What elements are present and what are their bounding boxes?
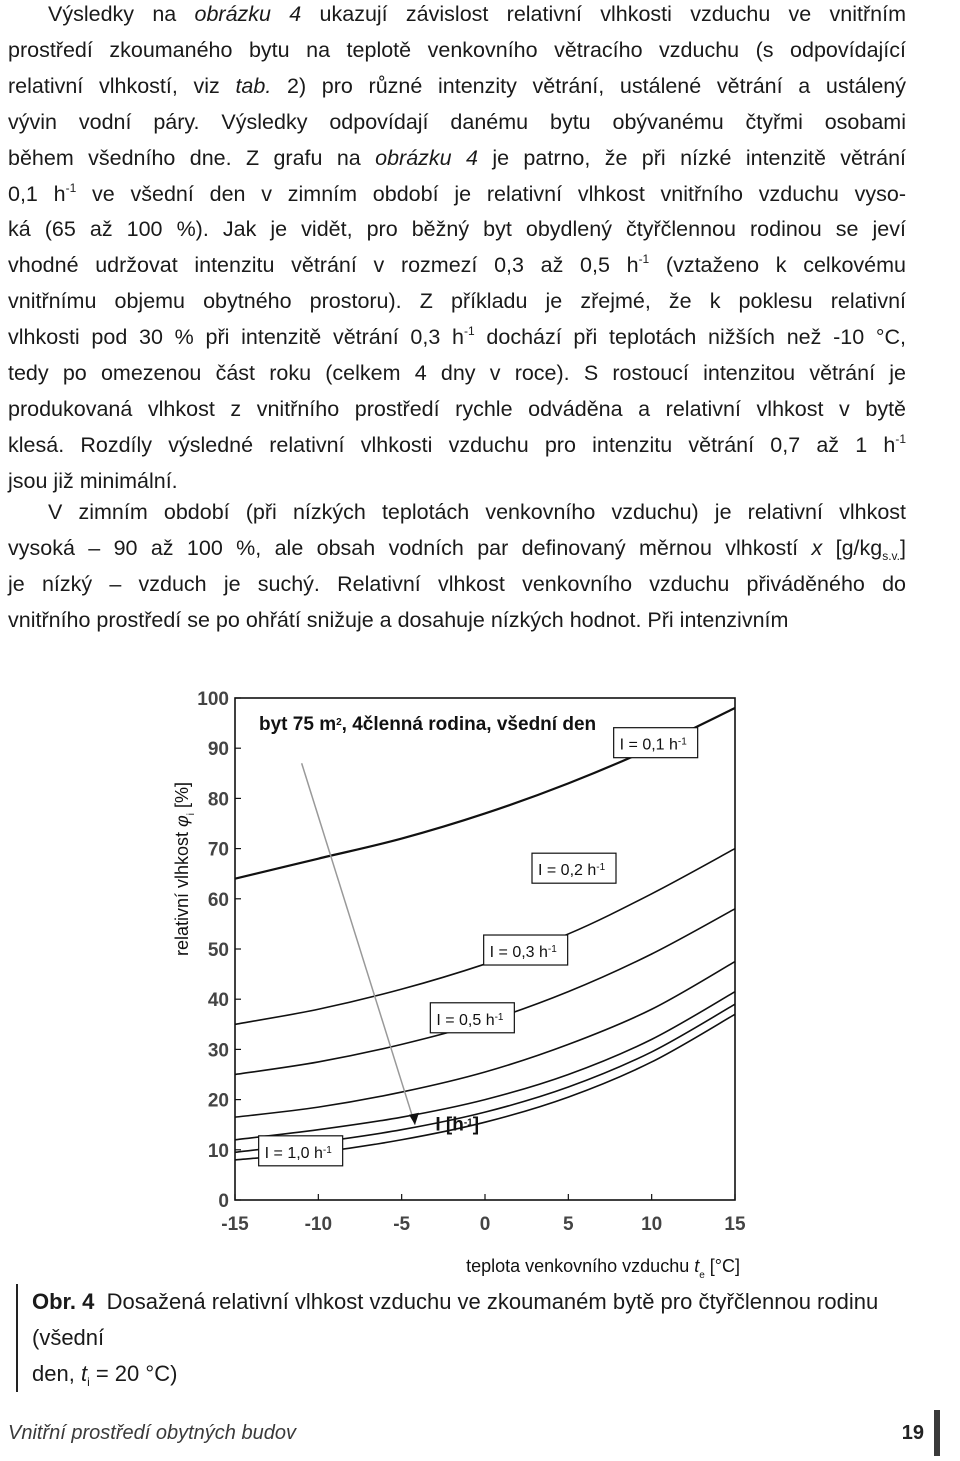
- text-line: ká (65 až 100 %). Jak je vidět, pro běžný byt obydlený čtyřčlennou rodinou se jeví: [8, 217, 906, 242]
- caption-line-1: [32, 1284, 932, 1356]
- y-tick-label: 50: [207, 940, 229, 961]
- caption-prefix: Obr. 4: [32, 1289, 95, 1314]
- chart-svg: [160, 680, 760, 1280]
- text-line: vývin vodní páry. Výsledky odpovídají danému bytu obývanému čtyřmi osobami: [8, 109, 906, 134]
- text-line: produkovaná vlhkost z vnitřního prostředí rychle odváděna a relativní vlhkost v bytě: [8, 396, 906, 421]
- y-tick-label: 100: [197, 689, 229, 710]
- footer-title: Vnitřní prostředí obytných budov: [8, 1422, 296, 1444]
- text-line: vysoká – 90 až 100 %, ale obsah vodních par definovaný měrnou vlhkostí x $[g/kg_{s.v.}]$: [8, 535, 906, 563]
- text-line: 0,1 $h^{-1}$ ve všední den v zimním období je relativní vlhkost vnitřního vzduchu vyso-: [8, 180, 906, 206]
- y-tick-label: 10: [207, 1140, 229, 1162]
- arrow-head: [409, 1113, 419, 1125]
- footer-bar: [934, 1410, 940, 1456]
- y-tick-label: 80: [207, 789, 229, 811]
- caption-line-2: den, $t_i = 20$ °C): [32, 1361, 178, 1389]
- text-line: vlhkosti pod 30 % při intenzitě větrání 0,3 $h^{-1}$ dochází při teplotách nižších než -10 °C,: [8, 324, 906, 350]
- series-line-3: [235, 962, 735, 1118]
- series-label: I = 0,5 $h^{-1}$: [436, 1011, 504, 1029]
- x-axis-label: teplota venkovního vzduchu $t_e$ [°C]: [466, 1256, 740, 1280]
- text-line: je nízký – vzduch je suchý. Relativní vlhkost venkovního vzduchu přiváděného do: [8, 571, 906, 596]
- y-axis-label: relativní vlhkost $\varphi_i$ [%]: [172, 781, 197, 957]
- figure-4: [160, 680, 760, 1280]
- series-label: I = 1,0 $h^{-1}$: [264, 1144, 332, 1162]
- x-tick-label: 15: [724, 1214, 746, 1235]
- y-tick-label: 70: [207, 839, 229, 861]
- series-label: I = 0,2 $h^{-1}$: [538, 861, 606, 880]
- chart-title: byt 75 $m^2$, 4členná rodina, všední den: [259, 714, 597, 735]
- text-line: Výsledky na obrázku 4 ukazují závislost relativní vlhkosti vzduchu ve vnitřním: [48, 2, 906, 26]
- caption-text: Dosažená relativní vlhkost vzduchu ve zkoumaném bytě pro čtyřčlennou rodinu (všední: [32, 1289, 879, 1350]
- text-line: během všedního dne. Z grafu na obrázku 4 je patrno, že při nízké intenzitě větrání: [8, 145, 907, 170]
- text-line: vnitřního prostředí se po ohřátí snižuje a dosahuje nízkých hodnot. Při intenzivním: [8, 607, 789, 632]
- arrow-label: I $[h^{-1}]$: [435, 1114, 480, 1136]
- text-line: prostředí zkoumaného bytu na teplotě venkovního větracího vzduchu (s odpovídající: [8, 37, 906, 62]
- paragraph-1: [8, 0, 906, 500]
- y-tick-label: 60: [207, 889, 229, 911]
- series-label: I = 0,1 $h^{-1}$: [619, 736, 687, 754]
- y-tick-label: 30: [207, 1040, 229, 1062]
- x-tick-label: 10: [641, 1214, 663, 1235]
- figure-caption: [16, 1284, 932, 1392]
- humidity-chart: [160, 680, 760, 1285]
- series-label: I = 0,3 $h^{-1}$: [489, 943, 557, 962]
- series-line-2: [235, 909, 735, 1075]
- text-line: jsou již minimální.: [8, 468, 178, 493]
- x-tick-label: -15: [221, 1214, 249, 1235]
- paragraph-2: [8, 495, 906, 639]
- text-line: relativní vlhkostí, viz tab. 2) pro různé intenzity větrání, ustálené větrání a ustálený: [8, 73, 907, 98]
- text-line: klesá. Rozdíly výsledné relativní vlhkosti vzduchu pro intenzitu větrání 0,7 až 1 $h^{-1}$: [8, 431, 906, 457]
- page-footer: [8, 1416, 930, 1450]
- y-tick-label: 40: [207, 990, 229, 1012]
- y-tick-label: 20: [207, 1090, 229, 1112]
- text-line: vhodné udržovat intenzitu větrání v rozmezí 0,3 až 0,5 $h^{-1}$ (vztaženo k celkovému: [8, 252, 906, 278]
- x-tick-label: 5: [563, 1214, 574, 1235]
- page-number: 19: [901, 1422, 924, 1444]
- text-line: V zimním období (při nízkých teplotách venkovního vzduchu) je relativní vlhkost: [48, 500, 906, 524]
- intensity-arrow: [302, 763, 415, 1124]
- text-line: vnitřnímu objemu obytného prostoru). Z příkladu je zřejmé, že k poklesu relativní: [8, 289, 906, 314]
- text-line: tedy po omezenou část roku (celkem 4 dny v roce). S rostoucí intenzitou větrání je: [8, 361, 906, 386]
- x-tick-label: 0: [479, 1214, 491, 1235]
- y-tick-label: 90: [207, 739, 229, 761]
- y-tick-label: 0: [218, 1191, 229, 1212]
- x-tick-label: -5: [393, 1214, 411, 1235]
- x-tick-label: -10: [304, 1214, 333, 1235]
